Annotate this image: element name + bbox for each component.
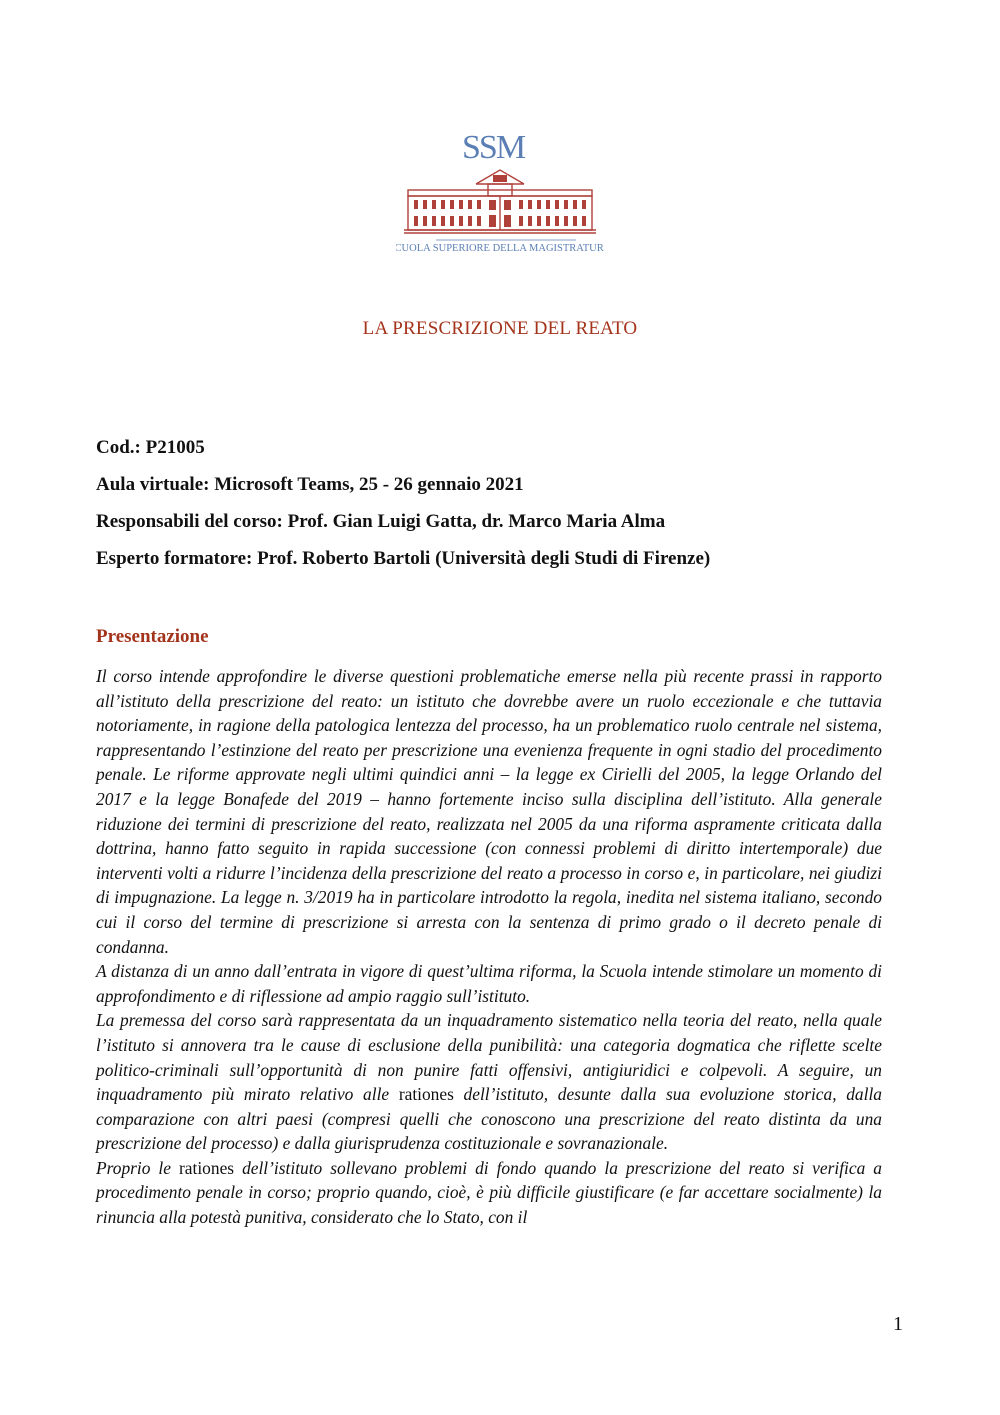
paragraph-3 (96, 1008, 882, 1156)
paragraph-4-part-b: dell’istituto sollevano problemi di fondo quando la prescrizione del reato si verifica a procedimento penale in corso; proprio quando, cioè, è più difficile giustificare (e far accettare socialmente) la rinuncia alla potestà punitiva, considerato che lo Stato, con il (96, 1157, 882, 1228)
logo-acronym: SSM (462, 129, 525, 166)
paragraph-3-part-b: dell’istituto, desunte dalla sua evoluzione storica, dalla comparazione con altri paesi (compresi quelli che conoscono una prescrizione del reato distinta da una prescrizione del processo) e dalla giurisprudenza costituzionale e sovranazionale. (96, 1084, 882, 1154)
presentation-body (96, 664, 882, 1230)
expert-trainer: Esperto formatore: Prof. Roberto Bartoli (Università degli Studi di Firenze) (96, 548, 711, 569)
rationes-term: rationes (398, 1084, 454, 1105)
ssm-building-emblem (396, 118, 604, 256)
logo-caption: SCUOLA SUPERIORE DELLA MAGISTRATURA (396, 243, 604, 254)
rationes-term: rationes (179, 1157, 235, 1178)
course-venue-dates: Aula virtuale: Microsoft Teams, 25 - 26 gennaio 2021 (96, 474, 524, 495)
page-number: 1 (893, 1313, 903, 1335)
paragraph-2: A distanza di un anno dall’entrata in vigore di quest’ultima riforma, la Scuola intende stimolare un momento di approfondimento e di riflessione ad ampio raggio sull’istituto. (96, 961, 882, 1006)
paragraph-1: Il corso intende approfondire le diverse questioni problematiche emerse nella più recente prassi in rapporto all’istituto della prescrizione del reato: un istituto che dovrebbe avere un ruolo eccezionale e che tuttavia notoriamente, in ragione della patologica lentezza del processo, ha un problematico ruolo centrale nel sistema, rappresentando l’estinzione del reato per prescrizione una evenienza frequente in ogni stadio del procedimento penale. Le riforme approvate negli ultimi quindici anni – la legge ex Cirielli del 2005, la legge Orlando del 2017 e la legge Bonafede del 2019 – hanno fortemente inciso sulla disciplina dell’istituto. Alla generale riduzione dei termini di prescrizione del reato, realizzata nel 2005 da una riforma aspramente criticata dalla dottrina, hanno fatto seguito in rapida successione (con connessi problemi di diritto intertemporale) due interventi volti a ridurre l’incidenza della prescrizione del reato a processo in corso e, in particolare, nei giudizi di impugnazione. La legge n. 3/2019 ha in particolare introdotto la regola, inedita nel sistema italiano, secondo cui il corso del termine di prescrizione si arresta con la sentenza di primo grado o il decreto penale di condanna. (96, 666, 882, 957)
paragraph-3-part-a: La premessa del corso sarà rappresentata da un inquadramento sistematico nella teoria del reato, nella quale l’istituto si annovera tra le cause di esclusione della punibilità: una categoria dogmatica che riflette scelte politico-criminali sull’opportunità di non punire fatti offensivi, antigiuridici e colpevoli. A seguire, un inquadramento più mirato relativo alle (96, 1010, 882, 1105)
document-title: LA PRESCRIZIONE DEL REATO (362, 318, 638, 339)
course-managers: Responsabili del corso: Prof. Gian Luigi Gatta, dr. Marco Maria Alma (96, 511, 666, 532)
paragraph-4-part-a: Proprio le (96, 1157, 179, 1178)
paragraph-4 (96, 1156, 882, 1230)
section-heading-presentazione: Presentazione (96, 626, 209, 647)
ssm-logo (396, 118, 604, 256)
course-code: Cod.: P21005 (96, 437, 205, 458)
